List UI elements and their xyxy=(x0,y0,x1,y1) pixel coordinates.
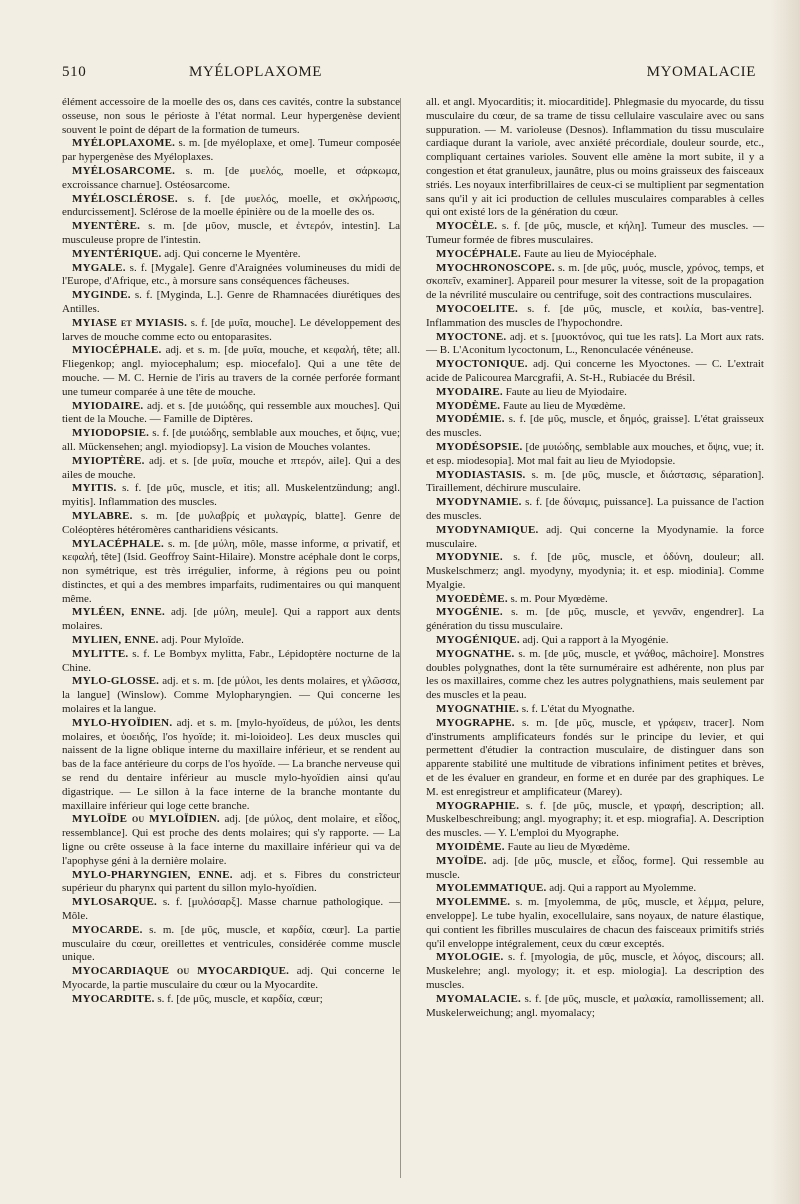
entry-headword: MYOCÈLE. xyxy=(436,220,498,233)
entry-headword: MYIODAIRE. xyxy=(72,399,144,412)
entry-headword: MYIOCÉPHALE. xyxy=(72,344,162,357)
dictionary-entry xyxy=(62,248,400,262)
dictionary-entry xyxy=(62,137,400,165)
dictionary-entry xyxy=(426,331,764,359)
entry-headword: MYOLOGIE. xyxy=(436,951,504,964)
entry-headword: MYOIDÈME. xyxy=(436,841,505,854)
entry-headword: MYLO-GLOSSE. xyxy=(72,675,160,688)
entry-definition: [de μυιώδης, semblable aux mouches, et ὄψις, vue; it. et esp. miodesopia]. Mot mal fait au lieu de Myiodopsie. xyxy=(426,440,764,467)
entry-definition: s. f. [de μῦς, muscle, et γραφή, description; all. Muskelbeschreibung; angl. myography; it. et esp. miografia]. A. Description des muscles. — Y. L'emploi du Myographe. xyxy=(426,799,764,840)
entry-headword: MYLIEN, ENNE. xyxy=(72,634,159,647)
dictionary-entry xyxy=(62,165,400,193)
entry-headword: MYIODOPSIE. xyxy=(72,427,150,440)
dictionary-entry xyxy=(426,96,764,220)
dictionary-entry xyxy=(62,924,400,965)
dictionary-entry xyxy=(62,869,400,897)
entry-headword: MYODYNAMIE. xyxy=(436,496,522,509)
entry-headword: MYODÉSOPSIE. xyxy=(436,440,523,453)
entry-headword: MYOCARDE. xyxy=(72,923,143,936)
entry-definition: s. m. [de μῦς, muscle, et διάστασις, séparation]. Tiraillement, déchirure musculaire. xyxy=(426,468,764,495)
entry-definition: s. f. [μυλόσαρξ]. Masse charnue pathologique. — Môle. xyxy=(62,896,400,923)
dictionary-entry xyxy=(426,441,764,469)
entry-headword: MYITIS. xyxy=(72,482,117,495)
entry-headword: MYLOÏDE ou MYLOÏDIEN. xyxy=(72,813,220,826)
entry-definition: s. f. [de μῦς, muscle, et μαλακία, ramollissement; all. Muskelerweichung; angl. myomalacy; xyxy=(426,992,764,1019)
dictionary-entry xyxy=(426,606,764,634)
dictionary-entry xyxy=(62,896,400,924)
dictionary-entry xyxy=(426,800,764,841)
entry-headword: MYODIASTASIS. xyxy=(436,468,526,481)
entry-headword: MYLOSARQUE. xyxy=(72,896,158,909)
dictionary-entry xyxy=(62,193,400,221)
dictionary-entry xyxy=(62,993,400,1007)
entry-headword: MYOEDÈME. xyxy=(436,592,508,605)
entry-definition: s. m. [myolemma, de μῦς, muscle, et λέμμα, pelure, enveloppe]. Le tube hyalin, exocellulaire, sans noyaux, de nature élastique, qui contient les fibrilles musculaires de chacun des faisceaux primitifs striés qu'il enveloppe intégralement, ceux du cœur exceptés. xyxy=(426,896,764,950)
dictionary-entry xyxy=(62,220,400,248)
entry-definition: adj. Qui a rapport au Myolemme. xyxy=(546,882,697,895)
dictionary-entry xyxy=(62,510,400,538)
dictionary-entry xyxy=(62,965,400,993)
entry-definition: adj. Qui concerne la Myodynamie. la force musculaire. xyxy=(426,523,764,550)
entry-headword: MYODÈME. xyxy=(436,399,501,412)
entry-headword: MYOCÉPHALE. xyxy=(436,247,522,260)
dictionary-entry xyxy=(62,482,400,510)
entry-definition: adj. et s. [μυοκτόνος, qui tue les rats]. La Mort aux rats. — B. L'Aconitum lycoctonum, L., Renonculacée vénéneuse. xyxy=(426,330,764,357)
entry-definition: s. f. Le Bombyx mylitta, Fabr., Lépidoptère nocturne de la Chine. xyxy=(62,647,400,674)
entry-headword: MYENTÈRE. xyxy=(72,220,141,233)
dictionary-entry xyxy=(62,317,400,345)
entry-headword: MYODAIRE. xyxy=(436,385,503,398)
dictionary-entry xyxy=(426,386,764,400)
entry-definition: s. f. [de μῦς, muscle, et καρδία, cœur; xyxy=(154,992,323,1005)
running-head-right: MYOMALACIE xyxy=(646,64,756,80)
entry-definition: s. f. [de μυελός, moelle, et σκλήρωσις, endurcissement]. Sclérose de la moelle épinière ou de la moelle des os. xyxy=(62,192,400,219)
entry-definition: adj. et s. [de μυιώδης, qui ressemble aux mouches]. Qui tient de la Mouche. — Famille de Diptères. xyxy=(62,399,400,426)
dictionary-entry xyxy=(62,675,400,716)
entry-definition: s. f. [myologia, de μῦς, muscle, et λόγος, discours; all. Muskelehre; angl. myology; it. et esp. miologia]. La description des muscles. xyxy=(426,951,764,991)
dictionary-entry xyxy=(426,248,764,262)
entry-definition: adj. et s. m. [de μύλοι, les dents molaires, et γλῶσσα, la langue] (Winslow). Comme Mylopharyngien. — Qui concerne les molaires et la langue. xyxy=(62,675,400,716)
page-number: 510 xyxy=(62,64,87,80)
dictionary-entry xyxy=(62,813,400,868)
entry-definition: s. f. [de μῦς, muscle, et ὀδύνη, douleur; all. Muskelschmerz; angl. myodyny, myodynia; it. et esp. miodinia]. Comme Myalgie. xyxy=(426,551,764,591)
entry-headword: MYÉLOSCLÉROSE. xyxy=(72,192,178,205)
entry-headword: MYLABRE. xyxy=(72,509,133,522)
entry-definition: Faute au lieu de Myœdème. xyxy=(500,399,626,412)
left-column xyxy=(62,96,400,1196)
entry-headword: MYLÉEN, ENNE. xyxy=(72,606,165,619)
dictionary-entry xyxy=(426,413,764,441)
entry-headword: MYODYNIE. xyxy=(436,551,503,564)
entry-definition: s. f. [Mygale]. Genre d'Araignées volumineuses du midi de l'Europe, d'Afrique, etc., à morsure sans conséquences fâcheuses. xyxy=(62,261,400,288)
entry-headword: MYENTÉRIQUE. xyxy=(72,247,162,260)
dictionary-entry xyxy=(426,855,764,883)
entry-definition: s. f. [de δύναμις, puissance]. La puissance de l'action des muscles. xyxy=(426,496,764,522)
entry-definition: adj. Pour Myloïde. xyxy=(158,634,244,647)
entry-definition: s. f. L'état du Myognathe. xyxy=(518,703,635,716)
entry-headword: MYOLEMMATIQUE. xyxy=(436,882,547,895)
entry-headword: MYOLEMME. xyxy=(436,896,511,909)
entry-headword: MYOGÉNIE. xyxy=(436,606,503,619)
entry-definition: adj. Qui concerne le Myentère. xyxy=(161,247,301,260)
dictionary-entry xyxy=(426,896,764,951)
dictionary-entry xyxy=(426,993,764,1021)
entry-headword: MYLO-PHARYNGIEN, ENNE. xyxy=(72,868,233,881)
entry-definition: adj. [de μῦς, muscle, et εἶδος, forme]. Qui ressemble au muscle. xyxy=(426,854,764,881)
dictionary-entry xyxy=(426,496,764,524)
entry-definition: s. m. [de μύλη, môle, masse informe, α privatif, et κεφαλή, tête] (Isid. Geoffroy Saint-Hilaire). Monstre acéphale dont le corps, non symétrique, est très irrégulier, informe, à régions peu ou point distinctes, et qui a des membres imparfaits, rudimentaires ou qui manquent même. xyxy=(62,537,400,605)
dictionary-entry xyxy=(62,648,400,676)
dictionary-entry xyxy=(62,400,400,428)
entry-headword: MYOCTONIQUE. xyxy=(436,358,528,371)
entry-headword: MYLACÉPHALE. xyxy=(72,537,164,550)
entry-headword: MYGINDE. xyxy=(72,289,131,302)
entry-headword: MYLITTE. xyxy=(72,647,129,660)
entry-definition: élément accessoire de la moelle des os, dans ces cavités, contre la substance osseuse, non sous le périoste à l'état normal. Leur hypergenèse devient souvent le point de départ de la formation de tumeurs. xyxy=(62,96,400,136)
entry-definition: Faute au lieu de Myiodaire. xyxy=(502,385,627,398)
entry-definition: s. f. [de μυιώδης, semblable aux mouches, et ὄψις, vue; all. Mückensehen; angl. myiodiopsy]. La vision de Mouches volantes. xyxy=(62,427,400,453)
dictionary-entry xyxy=(62,606,400,634)
dictionary-entry xyxy=(426,717,764,800)
dictionary-entry xyxy=(62,717,400,814)
right-column xyxy=(426,96,764,1196)
entry-definition: s. m. [de μυλαβρίς et μυλαγρίς, blatte]. Genre de Coléoptères hétéromères cantharidiens vésicants. xyxy=(62,509,400,536)
dictionary-entry xyxy=(426,262,764,303)
page-edge-shading xyxy=(770,0,800,1204)
entry-definition: s. m. [de μῦς, muscle, et καρδία, cœur]. La partie musculaire du cœur, oreillettes et ventricules, considérée comme muscle unique. xyxy=(62,923,400,964)
entry-headword: MYOCTONE. xyxy=(436,330,507,343)
entry-definition: s. f. [de μῦς, muscle, et itis; all. Muskelentzündung; angl. myitis]. Inflammation des muscles. xyxy=(62,482,400,509)
dictionary-entry xyxy=(426,634,764,648)
entry-headword: MYOCHRONOSCOPE. xyxy=(436,261,555,274)
dictionary-entry xyxy=(62,289,400,317)
entry-definition: s. m. Pour Myœdème. xyxy=(507,592,608,605)
entry-headword: MYGALE. xyxy=(72,261,126,274)
entry-definition: adj. et s. m. [mylo-hyoïdeus, de μύλοι, les dents molaires, et ὑοειδής, l'os hyoïde; it. mi-loioideo]. Les deux muscles qui naissent de la ligne oblique interne du maxillaire inférieur, et se rendent au bas de la face antérieure du corps de l'os hyoïde. — La branche nerveuse qui se rend du dentaire inférieur au muscle mylo-hyoïdien ainsi qu'au digastrique. — Le sillon à la face interne de la branche montante du maxillaire inférieur qui loge cette branche. xyxy=(62,716,400,812)
entry-definition: adj. et s. m. [de μυῖα, mouche, et κεφαλή, tête; all. Fliegenkop; angl. myiocephalum; esp. miocefalo]. Qui a une tête de mouche. — M. C. Hernie de l'iris au travers de la cornée perforée formant une tumeur comparée à une tête de mouche. xyxy=(62,344,400,398)
entry-definition: s. m. [de μῦς, muscle, et γράφειν, tracer]. Nom d'instruments amplificateurs fondés sur le principe du levier, et qui permettent d'étudier la contraction musculaire, de distinguer dans son apparente stabilité une multitude de vibrations infiniment petites et brèves, et de les évaluer en grandeur, en forme et en durée par des graphiques. Le M. est enregistreur et amplificateur (Marey). xyxy=(426,716,764,798)
dictionary-entry xyxy=(426,703,764,717)
entry-definition: s. f. [de μυῖα, mouche]. Le développement des larves de mouche comme ecto ou entoparasites. xyxy=(62,316,400,343)
entry-headword: MYLO-HYOÏDIEN. xyxy=(72,716,173,729)
dictionary-entry xyxy=(426,551,764,592)
dictionary-entry xyxy=(62,634,400,648)
dictionary-entry xyxy=(426,220,764,248)
entry-definition: adj. Qui concerne le Myocarde, la partie musculaire du cœur ou la Myocardite. xyxy=(62,965,400,991)
entry-definition: s. m. [de μυελός, moelle, et σάρκωμα, excroissance charnue]. Ostéosarcome. xyxy=(62,164,400,191)
entry-definition: s. f. [de μῦς, muscle, et κοιλία, bas-ventre]. Inflammation des muscles de l'hypochondre. xyxy=(426,302,764,329)
entry-definition: s. f. [Myginda, L.]. Genre de Rhamnacées diurétiques des Antilles. xyxy=(62,289,400,315)
entry-headword: MYIASE et MYIASIS. xyxy=(72,316,188,329)
dictionary-entry xyxy=(62,344,400,399)
running-head-left: MYÉLOPLAXOME xyxy=(189,64,323,80)
dictionary-entry xyxy=(62,427,400,455)
entry-headword: MYODYNAMIQUE. xyxy=(436,523,539,536)
entry-headword: MYOCARDITE. xyxy=(72,992,155,1005)
dictionary-entry xyxy=(62,538,400,607)
entry-definition: s. m. [de μῦς, muscle, et γνάθος, mâchoire]. Monstres doubles polygnathes, dont la tête surnuméraire est adhérente, non plus par les os maxillaires, comme chez les autres polygnathiens, mais seulement par des muscles et la peau. xyxy=(426,647,764,702)
entry-definition: s. m. [de μῦς, muscle, et γεννᾶν, engendrer]. La génération du tissu musculaire. xyxy=(426,606,764,633)
dictionary-entry xyxy=(426,841,764,855)
entry-headword: MYOGRAPHIE. xyxy=(436,799,520,812)
entry-definition: adj. et s. Fibres du constricteur supérieur du pharynx qui partent du sillon mylo-hyoïdien. xyxy=(62,868,400,895)
dictionary-entry xyxy=(62,96,400,137)
entry-definition: all. et angl. Myocarditis; it. miocarditide]. Phlegmasie du myocarde, du tissu musculaire du cœur, de sa trame de tissu cellulaire vasculaire avec ou sans suppuration. — M. varioleuse (Desnos). Inflammation du tissu musculaire cardiaque durant la variole, avec anxiété précordiale, douleur sourde, etc., compliquant certaines varioles. Souvent elle amène la mort subite, il y a congestion et état granuleux, jaunâtre, plus ou moins graisseux des faisceaux striés. Les noyaux interfibrillaires de ceux-ci se multiplient par segmentation sans qu'il y ait ici production de cellules musculaires comparables à celles qui ont existé lors de la génération du cœur. xyxy=(426,96,764,219)
dictionary-entry xyxy=(426,882,764,896)
dictionary-entry xyxy=(426,593,764,607)
entry-headword: MYOCARDIAQUE ou MYOCARDIQUE. xyxy=(72,965,290,978)
entry-headword: MYOGNATHIE. xyxy=(436,703,519,716)
entry-definition: s. m. [de myéloplaxe, et ome]. Tumeur composée par hypergenèse des Myéloplaxes. xyxy=(62,137,400,164)
dictionary-entry xyxy=(62,262,400,290)
entry-definition: adj. et s. [de μυῖα, mouche et πτερόν, aile]. Qui a des ailes de mouche. xyxy=(62,454,400,481)
entry-definition: adj. Qui concerne les Myoctones. — C. L'extrait acide de Palicourea Marcgrafii, A. St-H., Rubiacée du Brésil. xyxy=(426,358,764,384)
entry-headword: MYOGRAPHE. xyxy=(436,716,515,729)
entry-definition: s. m. [de μῦον, muscle, et ἐντερόν, intestin]. La musculeuse propre de l'intestin. xyxy=(62,220,400,246)
entry-headword: MYOMALACIE. xyxy=(436,992,522,1005)
dictionary-entry xyxy=(62,455,400,483)
entry-definition: adj. [de μύλη, meule]. Qui a rapport aux dents molaires. xyxy=(62,606,400,633)
dictionary-entry xyxy=(426,303,764,331)
entry-headword: MYOGÉNIQUE. xyxy=(436,634,520,647)
entry-headword: MYOÏDE. xyxy=(436,854,487,867)
entry-definition: adj. Qui a rapport à la Myogénie. xyxy=(519,634,669,647)
entry-headword: MYÉLOPLAXOME. xyxy=(72,137,176,150)
dictionary-entry xyxy=(426,400,764,414)
columns xyxy=(62,96,764,1196)
entry-definition: Faute au lieu de Myiocéphale. xyxy=(521,247,657,260)
entry-headword: MYODÉMIE. xyxy=(436,413,505,426)
entry-headword: MYOCOELITE. xyxy=(436,302,518,315)
dictionary-entry xyxy=(426,524,764,552)
entry-definition: s. f. [de μῦς, muscle, et δημός, graisse]. L'état graisseux des muscles. xyxy=(426,413,764,440)
entry-definition: adj. [de μύλος, dent molaire, et εἶδος, ressemblance]. Qui est proche des dents molaires; qui s'y rapporte. — La ligne ou crête osseuse à la face interne du maxillaire inférieur qui va de l'apophyse géni à la dernière molaire. xyxy=(62,813,400,867)
entry-definition: Faute au lieu de Myœdème. xyxy=(504,841,630,854)
page-header xyxy=(62,64,756,86)
dictionary-entry xyxy=(426,951,764,992)
entry-definition: s. m. [de μῦς, μυός, muscle, χρόνος, temps, et σκοπεῖν, examiner]. Appareil pour mesurer la vitesse, soit de la propagation de la névrilité musculaire ou centrifuge, soit des contractions musculaires. xyxy=(426,261,764,302)
entry-headword: MYIOPTÈRE. xyxy=(72,454,145,467)
dictionary-entry xyxy=(426,358,764,386)
entry-definition: s. f. [de μῦς, muscle, et κήλη]. Tumeur des muscles. — Tumeur formée de fibres musculaires. xyxy=(426,220,764,246)
dictionary-entry xyxy=(426,469,764,497)
dictionary-entry xyxy=(426,648,764,703)
entry-headword: MYOGNATHE. xyxy=(436,647,515,660)
entry-headword: MYÉLOSARCOME. xyxy=(72,164,176,177)
